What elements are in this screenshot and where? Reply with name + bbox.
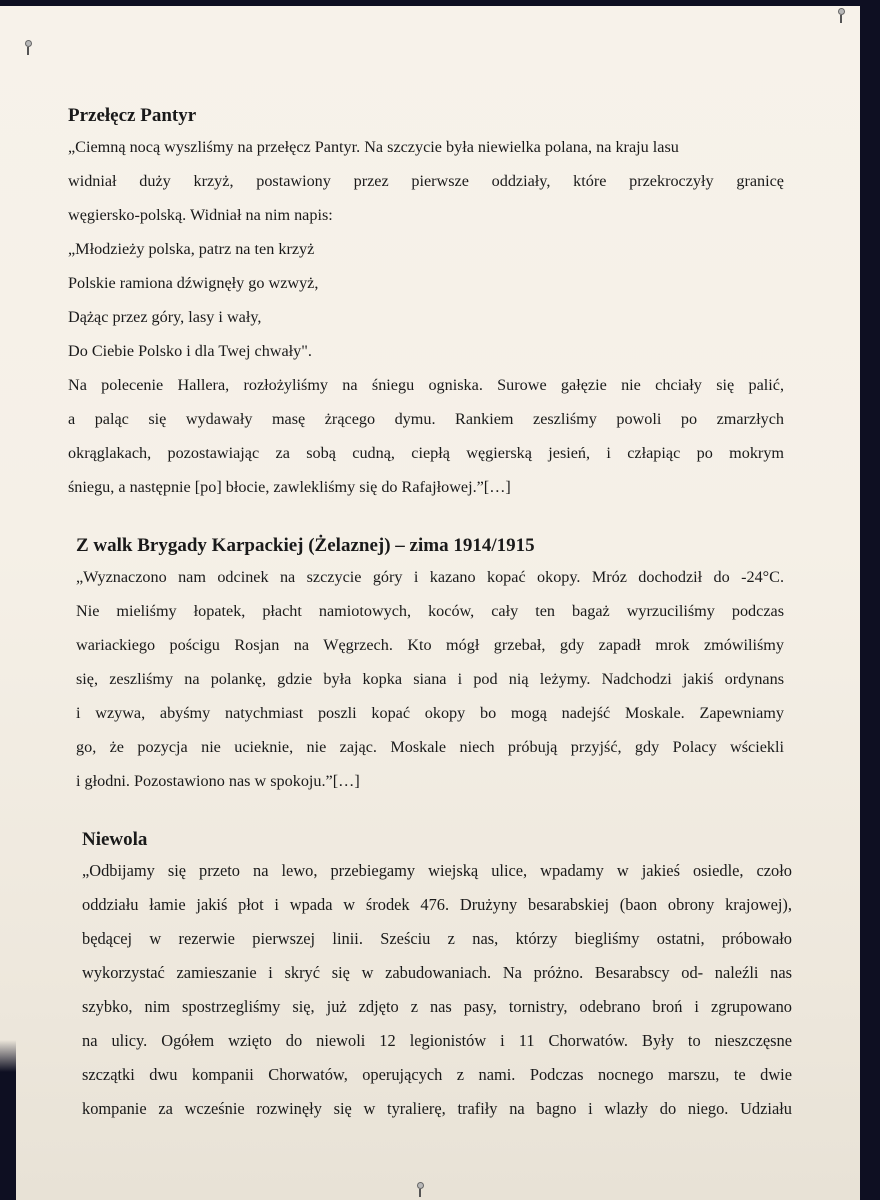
- text-line: wariackiego pościgu Rosjan na Węgrzech. Kto mógł grzebał, gdy zapadł mrok zmówiliśmy: [76, 636, 784, 654]
- poem-line: Do Ciebie Polsko i dla Twej chwały".: [68, 342, 312, 360]
- text-line: Na polecenie Hallera, rozłożyliśmy na śniegu ogniska. Surowe gałęzie nie chciały się palić,: [68, 376, 784, 394]
- text-line: się, zeszliśmy na polankę, gdzie była kopka siana i pod nią leżymy. Nadchodzi jakiś ordynans: [76, 670, 784, 688]
- section-title: Przełęcz Pantyr: [68, 105, 197, 126]
- text-line: go, że pozycja nie ucieknie, nie zając. Moskale niech próbują przyjść, gdy Polacy wściekli: [76, 738, 784, 756]
- poem-line: Dążąc przez góry, lasy i wały,: [68, 308, 262, 326]
- section-przelecz-pantyr: [68, 104, 784, 504]
- background-edge: [0, 1040, 16, 1200]
- section-niewola: [82, 828, 792, 1126]
- text-line: a paląc się wydawały masę żrącego dymu. Rankiem zeszliśmy powoli po zmarzłych: [68, 410, 784, 428]
- text-line: na ulicy. Ogółem wzięto do niewoli 12 legionistów i 11 Chorwatów. Były to nieszczęsne: [82, 1031, 792, 1050]
- pushpin-icon: [25, 40, 31, 50]
- text-line: kompanie za wcześnie rozwinęły się w tyralierę, trafiły na bagno i wlazły do niego. Udziału: [82, 1099, 792, 1118]
- text-line: śniegu, a następnie [po] błocie, zawlekliśmy się do Rafajłowej.”[…]: [68, 478, 511, 496]
- text-line: węgiersko-polską. Widniał na nim napis:: [68, 206, 333, 224]
- text-line: widniał duży krzyż, postawiony przez pierwsze oddziały, które przekroczyły granicę: [68, 172, 784, 190]
- text-line: będącej w rezerwie pierwszej linii. Sześciu z nas, którzy biegliśmy ostatni, próbowało: [82, 929, 792, 948]
- text-line: „Wyznaczono nam odcinek na szczycie góry i kazano kopać okopy. Mróz dochodził do -24°C.: [76, 568, 784, 586]
- section-title: Niewola: [82, 829, 148, 850]
- text-line: „Ciemną nocą wyszliśmy na przełęcz Pantyr. Na szczycie była niewielka polana, na kraju lasu: [68, 138, 679, 156]
- text-line: wykorzystać zamieszanie i skryć się w zabudowaniach. Na próżno. Besarabscy od- naleźli nas: [82, 963, 792, 982]
- text-line: okrąglakach, pozostawiając za sobą cudną, ciepłą węgierską jesień, i człapiąc po mokrym: [68, 444, 784, 462]
- pushpin-icon: [838, 8, 844, 24]
- text-line: i wzywa, abyśmy natychmiast poszli kopać okopy bo mogą nadejść Moskale. Zapewniamy: [76, 704, 784, 722]
- text-line: szczątki dwu kompanii Chorwatów, operujących z nami. Podczas nocnego marszu, te dwie: [82, 1065, 792, 1084]
- text-line: „Odbijamy się przeto na lewo, przebiegamy wiejską ulice, wpadamy w jakieś osiedle, czoło: [82, 861, 792, 880]
- document-content: [68, 98, 792, 1118]
- text-line: Nie mieliśmy łopatek, płacht namiotowych, koców, cały ten bagaż wyrzuciliśmy podczas: [76, 602, 784, 620]
- poem-line: „Młodzieży polska, patrz na ten krzyż: [68, 240, 315, 258]
- section-brygada-karpacka: [76, 534, 784, 798]
- pushpin-icon: [417, 1182, 423, 1190]
- text-line: oddziału łamie jakiś płot i wpada w środek 476. Drużyny besarabskiej (baon obrony krajowej),: [82, 895, 792, 914]
- section-title: Z walk Brygady Karpackiej (Żelaznej) – zima 1914/1915: [76, 535, 535, 556]
- text-line: szybko, nim spostrzegliśmy się, już zdjęto z nas pasy, tornistry, odebrano broń i zgrupowano: [82, 997, 792, 1016]
- text-line: i głodni. Pozostawiono nas w spokoju.”[…]: [76, 772, 360, 790]
- poem-line: Polskie ramiona dźwignęły go wzwyż,: [68, 274, 319, 292]
